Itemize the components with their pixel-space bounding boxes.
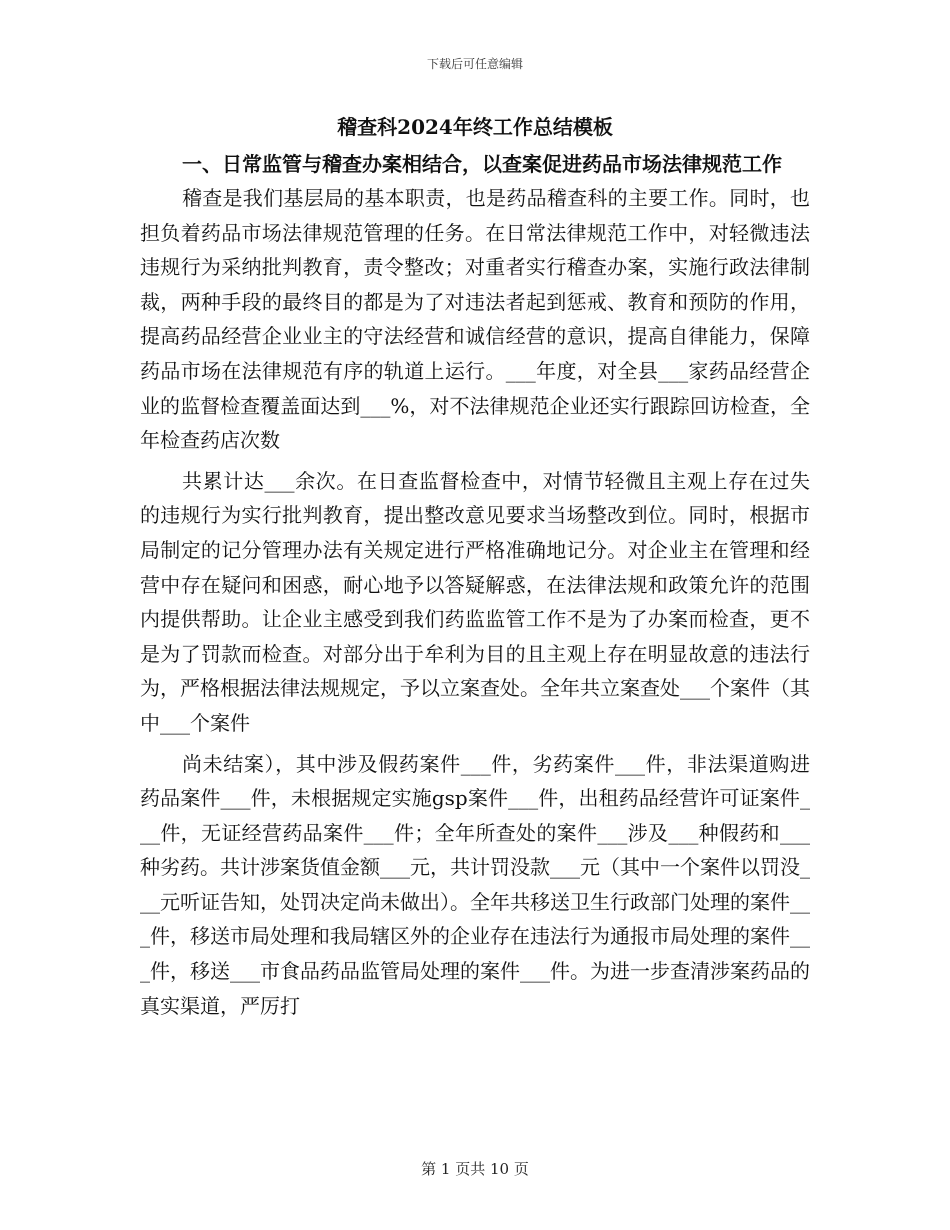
page-footer: 第 1 页共 10 页	[421, 1160, 529, 1178]
paragraph: 稽查是我们基层局的基本职责，也是药品稽查科的主要工作。同时，也担负着药品市场法律规范管理的任务。在日常法律规范工作中，对轻微违法违规行为采纳批判教育，责令整改；对重者实行稽查办案，实施行政法律制裁，两种手段的最终目的都是为了对违法者起到惩戒、教育和预防的作用，提高药品经营企业业主的守法经营和诚信经营的意识，提高自律能力，保障药品市场在法律规范有序的轨道上运行。___年度，对全县___家药品经营企业的监督检查覆盖面达到___%，对不法律规范企业还实行跟踪回访检查，全年检查药店次数	[140, 186, 810, 453]
document-body	[140, 112, 810, 1023]
document-title: 稽查科2024年终工作总结模板	[337, 115, 613, 139]
paragraph: 共累计达___余次。在日查监督检查中，对情节轻微且主观上存在过失的违规行为实行批判教育，提出整改意见要求当场整改到位。同时，根据市局制定的记分管理办法有关规定进行严格准确地记分。对企业主在管理和经营中存在疑问和困惑，耐心地予以答疑解惑，在法律法规和政策允许的范围内提供帮助。让企业主感受到我们药监监管工作不是为了办案而检查，更不是为了罚款而检查。对部分出于牟利为目的且主观上存在明显故意的违法行为，严格根据法律法规规定，予以立案查处。全年共立案查处___个案件（其中___个案件	[140, 468, 810, 735]
paragraph: 尚未结案），其中涉及假药案件___件，劣药案件___件，非法渠道购进药品案件___件，未根据规定实施gsp案件___件，出租药品经营许可证案件___件，无证经营药品案件___件；全年所查处的案件___涉及___种假药和___种劣药。共计涉案货值金额___元，共计罚没款___元（其中一个案件以罚没___元听证告知，处罚决定尚未做出）。全年共移送卫生行政部门处理的案件___件，移送市局处理和我局辖区外的企业存在违法行为通报市局处理的案件___件，移送___市食品药品监管局处理的案件___件。为进一步查清涉案药品的真实渠道，严厉打	[140, 751, 810, 1018]
section-heading: 一、日常监管与稽查办案相结合，以查案促进药品市场法律规范工作	[182, 152, 782, 176]
header-note: 下载后可任意编辑	[426, 57, 523, 71]
